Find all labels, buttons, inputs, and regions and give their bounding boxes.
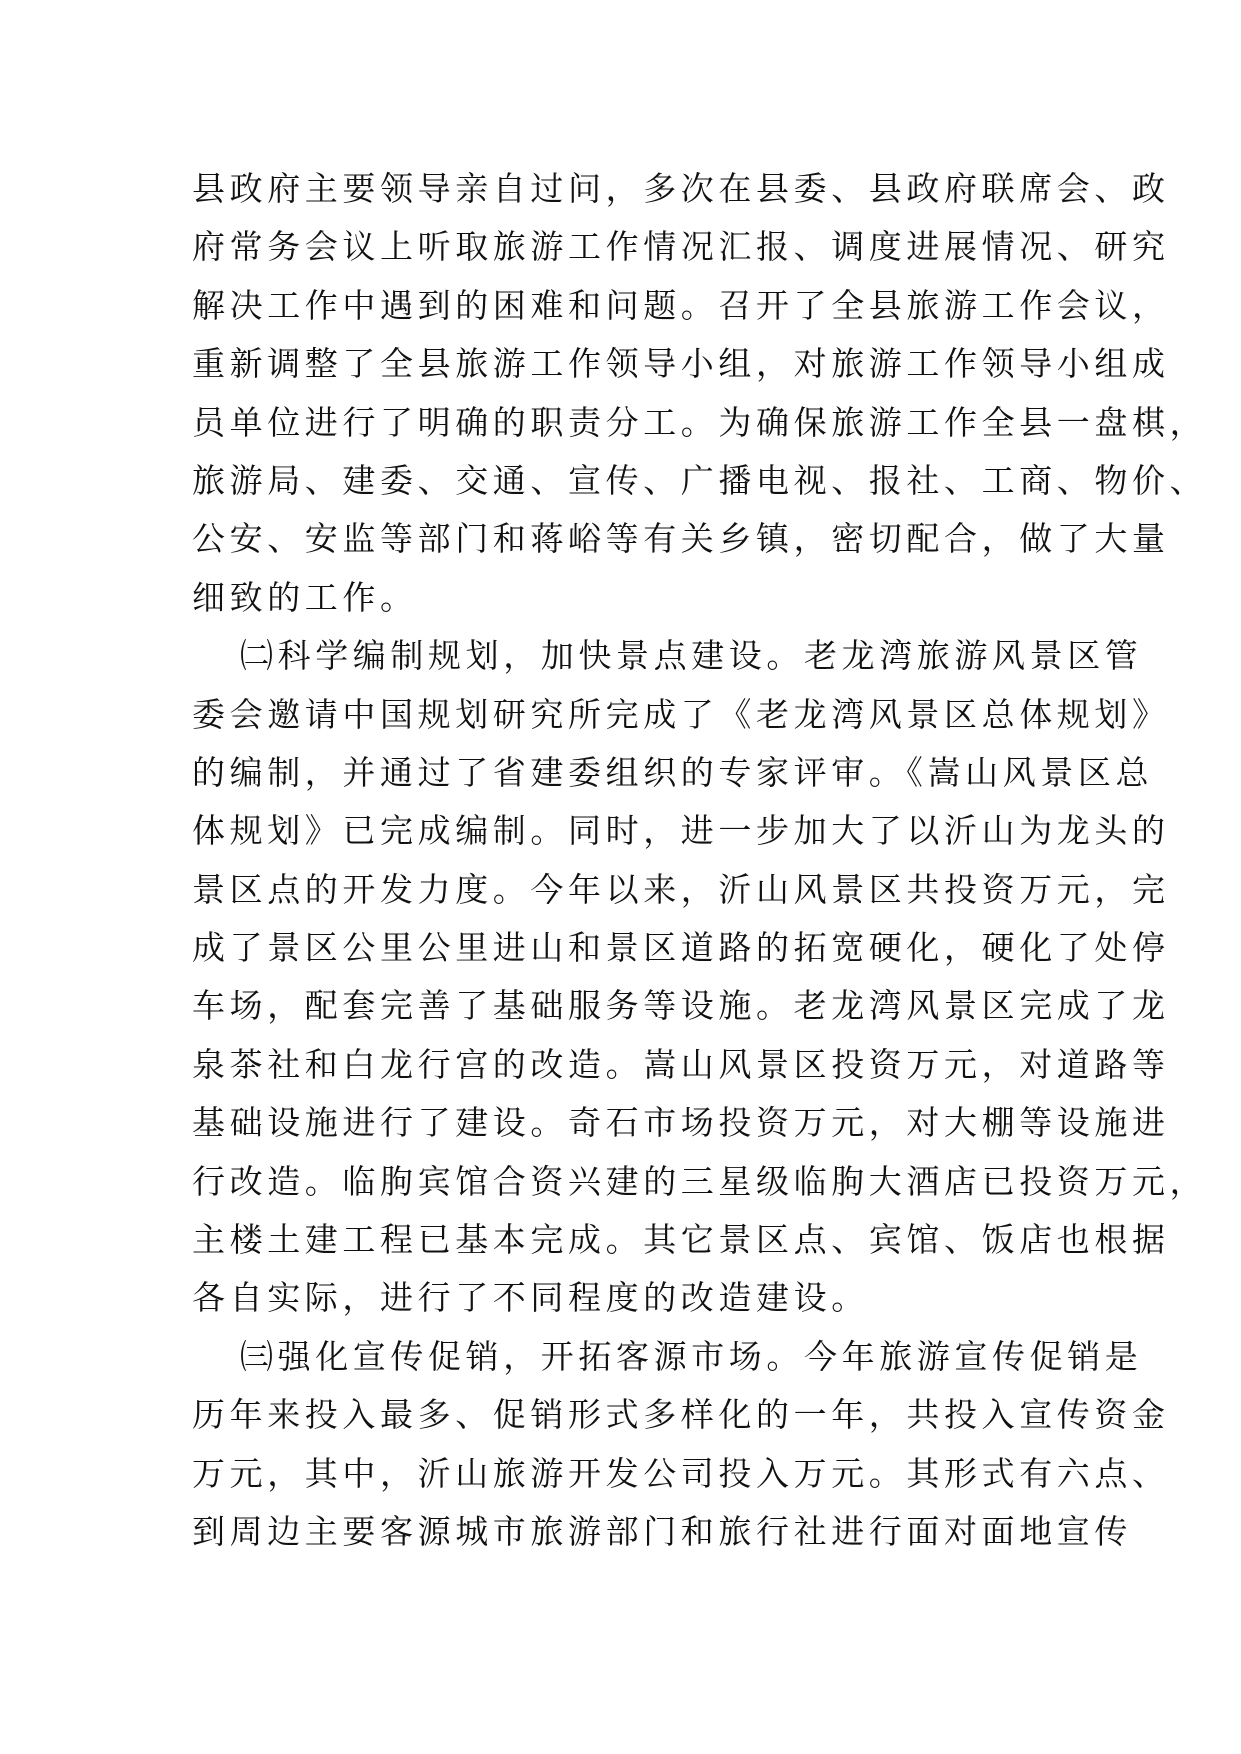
text-line: 主楼土建工程已基本完成。其它景区点、宾馆、饭店也根据 xyxy=(192,1220,1170,1260)
text-line: 历年来投入最多、促销形式多样化的一年，共投入宣传资金 xyxy=(192,1395,1170,1435)
text-line: 旅游局、建委、交通、宣传、广播电视、报社、工商、物价、 xyxy=(192,460,1208,500)
document-body xyxy=(192,160,1208,1561)
text-line: 车场，配套完善了基础服务等设施。老龙湾风景区完成了龙 xyxy=(192,986,1170,1026)
text-line: 府常务会议上听取旅游工作情况汇报、调度进展情况、研究 xyxy=(192,227,1170,267)
text-line: 员单位进行了明确的职责分工。为确保旅游工作全县一盘棋， xyxy=(192,402,1208,442)
text-line: 各自实际，进行了不同程度的改造建设。 xyxy=(192,1278,869,1318)
text-line: 万元，其中，沂山旅游开发公司投入万元。其形式有六点、 xyxy=(192,1453,1170,1493)
text-line: 重新调整了全县旅游工作领导小组，对旅游工作领导小组成 xyxy=(192,344,1170,384)
text-line: 景区点的开发力度。今年以来，沂山风景区共投资万元，完 xyxy=(192,869,1170,909)
text-line: 县政府主要领导亲自过问，多次在县委、县政府联席会、政 xyxy=(192,169,1170,208)
text-line: 委会邀请中国规划研究所完成了《老龙湾风景区总体规划》 xyxy=(192,694,1170,734)
text-line: 行改造。临朐宾馆合资兴建的三星级临朐大酒店已投资万元， xyxy=(192,1161,1208,1201)
text-line: 成了景区公里公里进山和景区道路的拓宽硬化，硬化了处停 xyxy=(192,928,1170,968)
text-line: 泉茶社和白龙行宫的改造。嵩山风景区投资万元，对道路等 xyxy=(192,1044,1170,1084)
text-line: 体规划》已完成编制。同时，进一步加大了以沂山为龙头的 xyxy=(192,811,1170,851)
text-line: 基础设施进行了建设。奇石市场投资万元，对大棚等设施进 xyxy=(192,1103,1170,1143)
text-line: 到周边主要客源城市旅游部门和旅行社进行面对面地宣传 xyxy=(192,1511,1132,1551)
text-line: 公安、安监等部门和蒋峪等有关乡镇，密切配合，做了大量 xyxy=(192,519,1170,559)
section-heading-line: ㈡科学编制规划，加快景点建设。老龙湾旅游风景区管 xyxy=(240,636,1143,676)
text-line: 的编制，并通过了省建委组织的专家评审。《嵩山风景区总 xyxy=(192,752,1154,792)
text-line: 解决工作中遇到的困难和问题。召开了全县旅游工作会议， xyxy=(192,285,1170,325)
text-line: 细致的工作。 xyxy=(192,577,418,617)
section-heading-line: ㈢强化宣传促销，开拓客源市场。今年旅游宣传促销是 xyxy=(240,1336,1143,1376)
